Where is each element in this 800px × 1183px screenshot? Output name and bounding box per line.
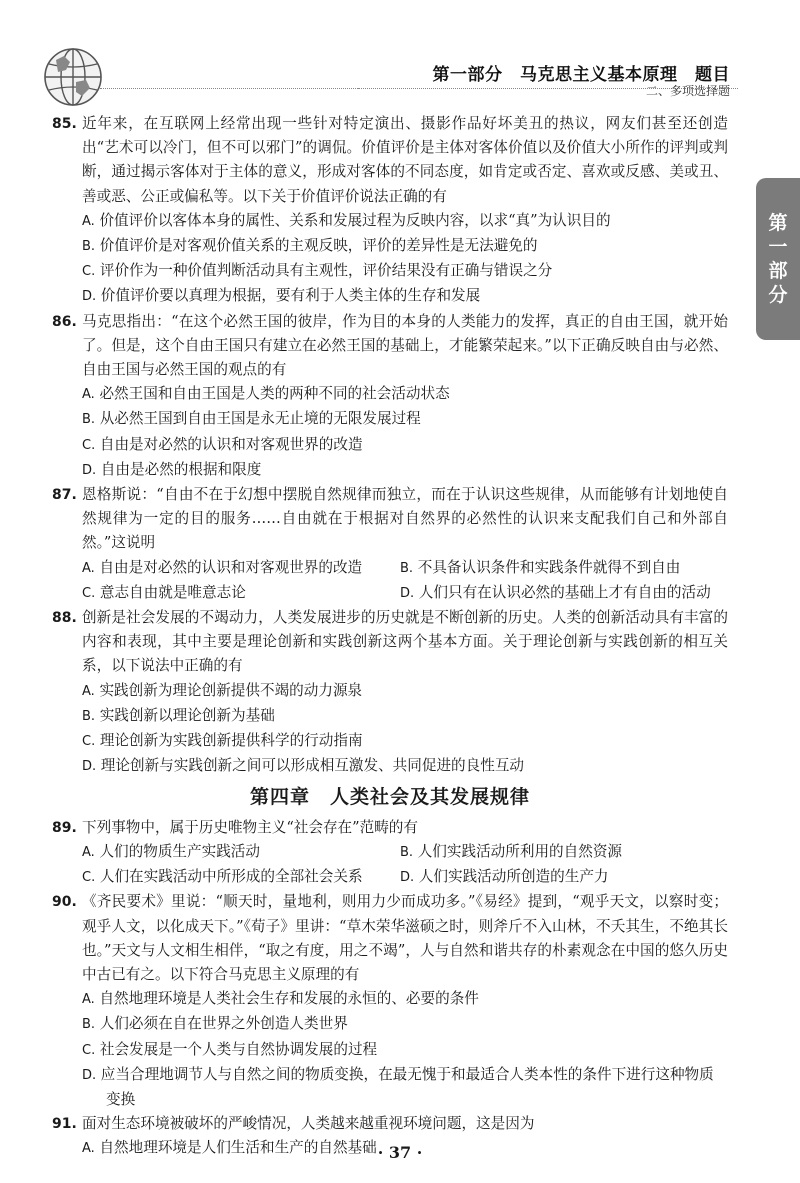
option-c: C. 理论创新为实践创新提供科学的行动指南: [82, 732, 363, 750]
option-b: B. 从必然王国到自由王国是永无止境的无限发展过程: [82, 410, 421, 428]
question-88: [52, 606, 728, 779]
question-number: 86.: [52, 313, 77, 330]
option-a: A. 必然王国和自由王国是人类的两种不同的社会活动状态: [82, 385, 450, 403]
option-a: A. 自由是对必然的认识和对客观世界的改造: [82, 558, 363, 576]
option-c: C. 自由是对必然的认识和对客观世界的改造: [82, 435, 363, 453]
option-c: C. 意志自由就是唯意志论: [82, 583, 246, 601]
option-d: D. 理论创新与实践创新之间可以形成相互激发、共同促进的良性互动: [82, 757, 525, 775]
option-d: D. 人们实践活动所创造的生产力: [400, 868, 609, 886]
option-a: A. 自然地理环境是人们生活和生产的自然基础: [82, 1139, 377, 1157]
option-b: B. 不具备认识条件和实践条件就得不到自由: [400, 558, 681, 576]
option-a: A. 人们的物质生产实践活动: [82, 842, 260, 860]
option-c: C. 评价作为一种价值判断活动具有主观性，评价结果没有正确与错误之分: [82, 262, 553, 280]
option-a: A. 价值评价以客体本身的属性、关系和发展过程为反映内容，以求“真”为认识目的: [82, 211, 611, 229]
question-89: [52, 816, 728, 840]
question-87: [52, 483, 728, 556]
question-stem: 面对生态环境被破坏的严峻情况，人类越来越重视环境问题，这是因为: [82, 1115, 535, 1133]
question-stem: 马克思指出：“在这个必然王国的彼岸，作为目的本身的人类能力的发挥，真正的自由王国，就开始了。但是，这个自由王国只有建立在必然王国的基础上，才能繁荣起来。”以下正确反映自由与必然、自由王国与必然王国的观点的有: [82, 312, 728, 379]
question-number: 91.: [52, 1116, 77, 1133]
option-a: A. 自然地理环境是人类社会生存和发展的永恒的、必要的条件: [82, 990, 479, 1008]
option-d: D. 价值评价要以真理为根据，要有利于人类主体的生存和发展: [82, 287, 481, 305]
question-90: [52, 890, 728, 1112]
question-number: 87.: [52, 487, 77, 504]
question-stem: 《齐民要术》里说：“顺天时，量地利，则用力少而成功多。”《易经》提到，“观乎天文，以察时变；观乎人文，以化成天下。”《荀子》里讲：“草木荣华滋硕之时，则斧斤不入山林，不夭其生，不绝其长也。”天文与人文相生相伴，“取之有度，用之不竭”，人与自然和谐共存的朴素观念在中国的悠久历史中古已有之。以下符合马克思主义原理的有: [82, 893, 728, 983]
running-header-subtitle: 二、多项选择题: [645, 84, 730, 98]
option-row: [52, 556, 728, 581]
header-divider: [100, 88, 360, 89]
option-d: D. 应当合理地调节人与自然之间的物质变换，在最无愧于和最适合人类本性的条件下进行这种物质变换: [82, 1065, 714, 1108]
option-b: B. 人们实践活动所利用的自然资源: [400, 842, 623, 860]
side-tab-char: 第: [768, 212, 788, 234]
question-number: 85.: [52, 116, 77, 132]
side-tab-char: 一: [768, 236, 788, 258]
side-tab-char: 部: [768, 260, 788, 282]
option-d: D. 自由是必然的根据和限度: [82, 460, 262, 478]
question-85: [52, 112, 728, 310]
part-side-tab: [756, 178, 800, 340]
chapter-heading: 第四章 人类社会及其发展规律: [249, 786, 530, 809]
question-86: [52, 310, 728, 483]
option-row: [52, 840, 728, 865]
option-row: [52, 581, 728, 606]
question-number: 88.: [52, 610, 77, 627]
running-header-title: 第一部分 马克思主义基本原理 题目: [432, 65, 730, 85]
question-stem: 近年来，在互联网上经常出现一些针对特定演出、摄影作品好坏美丑的热议，网友们甚至还创造出“艺术可以冷门，但不可以邪门”的调侃。价值评价是主体对客体价值以及价值大小所作的评判或判断，通过揭示客体对于主体的意义，形成对客体的不同态度，如肯定或否定、喜欢或反感、美或丑、善或恶、公正或偏私等。以下关于价值评价说法正确的有: [82, 115, 728, 205]
question-stem: 创新是社会发展的不竭动力，人类发展进步的历史就是不断创新的历史。人类的创新活动具有丰富的内容和表现，其中主要是理论创新和实践创新这两个基本方面。关于理论创新与实践创新的相互关系，以下说法中正确的有: [82, 609, 728, 675]
page-number: · 37 ·: [377, 1143, 423, 1162]
option-c: C. 社会发展是一个人类与自然协调发展的过程: [82, 1040, 378, 1058]
option-b: B. 人们必须在自在世界之外创造人类世界: [82, 1015, 348, 1033]
option-d: D. 人们只有在认识必然的基础上才有自由的活动: [400, 583, 711, 601]
page-content: [52, 112, 728, 1162]
option-a: A. 实践创新为理论创新提供不竭的动力源泉: [82, 681, 363, 699]
option-b: B. 价值评价是对客观价值关系的主观反映，评价的差异性是无法避免的: [82, 237, 538, 255]
question-number: 90.: [52, 894, 77, 911]
question-stem: 下列事物中，属于历史唯物主义“社会存在”范畴的有: [82, 818, 418, 836]
option-row: [52, 865, 728, 890]
question-stem: 恩格斯说：“自由不在于幻想中摆脱自然规律而独立，而在于认识这些规律，从而能够有计划地使自然规律为一定的目的服务……自由就在于根据对自然界的必然性的认识来支配我们自己和外部自然。”这说明: [82, 486, 728, 552]
option-c: C. 人们在实践活动中所形成的全部社会关系: [82, 868, 363, 886]
side-tab-char: 分: [768, 284, 788, 306]
option-b: B. 实践创新以理论创新为基础: [82, 706, 275, 724]
question-number: 89.: [52, 819, 77, 836]
globe-logo-icon: [42, 46, 104, 108]
